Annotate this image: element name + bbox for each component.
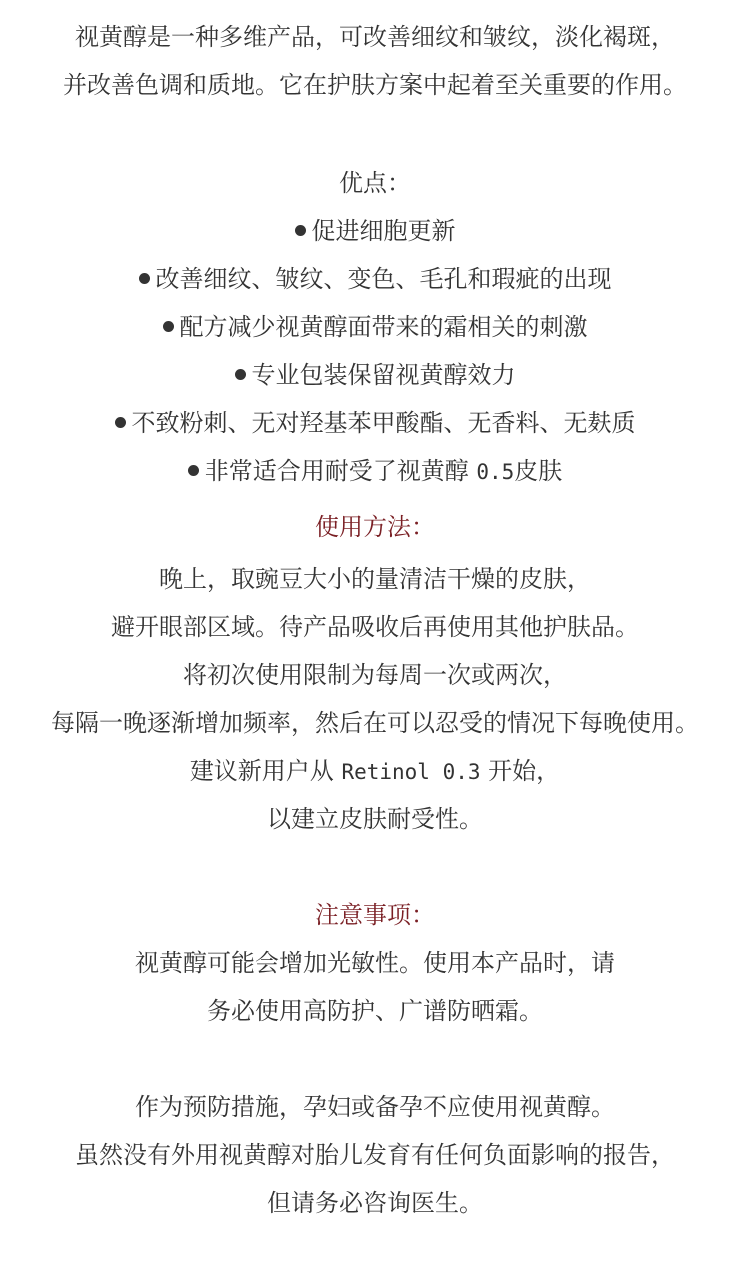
- bullet-icon: [188, 465, 199, 476]
- benefit-text: 改善细纹、皱纹、变色、毛孔和瑕疵的出现: [155, 265, 612, 293]
- usage-line-5-suffix: 开始，: [488, 757, 561, 785]
- cautions-line-4: 虽然没有外用视黄醇对胎儿发育有任何负面影响的报告，: [75, 1141, 675, 1169]
- bullet-icon: [163, 321, 174, 332]
- benefit-text: 非常适合用耐受了视黄醇: [204, 457, 469, 485]
- cautions-line-1: 视黄醇可能会增加光敏性。使用本产品时，请: [135, 949, 615, 977]
- cautions-line-3: 作为预防措施，孕妇或备孕不应使用视黄醇。: [135, 1093, 615, 1121]
- cautions-line-5: 但请务必咨询医生。: [267, 1189, 483, 1217]
- benefit-text: 专业包装保留视黄醇效力: [251, 361, 516, 389]
- benefits-heading: 优点：: [339, 169, 411, 197]
- usage-line-2: 避开眼部区域。待产品吸收后再使用其他护肤品。: [111, 613, 639, 641]
- usage-line-1: 晚上，取豌豆大小的量清洁干燥的皮肤，: [159, 565, 591, 593]
- bullet-icon: [295, 225, 306, 236]
- benefit-item: [0, 216, 750, 246]
- benefit-item: [0, 312, 750, 342]
- benefit-text: 配方减少视黄醇面带来的霜相关的刺激: [179, 313, 588, 341]
- bullet-icon: [139, 273, 150, 284]
- usage-line-3: 将初次使用限制为每周一次或两次，: [183, 661, 567, 689]
- usage-line-4: 每隔一晚逐渐增加频率，然后在可以忍受的情况下每晚使用。: [51, 709, 699, 737]
- usage-line-5-prefix: 建议新用户从: [189, 757, 334, 785]
- benefit-item: [0, 264, 750, 294]
- bullet-icon: [235, 369, 246, 380]
- benefit-text: 不致粉刺、无对羟基苯甲酸酯、无香料、无麸质: [131, 409, 636, 437]
- usage-heading: 使用方法：: [315, 513, 435, 541]
- bullet-icon: [115, 417, 126, 428]
- benefit-value: 0.5: [476, 460, 515, 484]
- usage-line-5: [0, 756, 750, 787]
- usage-line-6: 以建立皮肤耐受性。: [267, 805, 483, 833]
- usage-product-name: Retinol 0.3: [341, 760, 481, 784]
- benefit-text: 促进细胞更新: [311, 217, 456, 245]
- cautions-line-2: 务必使用高防护、广谱防晒霜。: [207, 997, 543, 1025]
- benefit-item: [0, 456, 750, 487]
- benefit-text-suffix: 皮肤: [514, 457, 563, 485]
- benefit-item: [0, 408, 750, 438]
- cautions-heading: 注意事项：: [315, 901, 435, 929]
- intro-line-2: 并改善色调和质地。它在护肤方案中起着至关重要的作用。: [63, 71, 687, 99]
- intro-line-1: 视黄醇是一种多维产品，可改善细纹和皱纹，淡化褐斑，: [75, 23, 675, 51]
- benefit-item: [0, 360, 750, 390]
